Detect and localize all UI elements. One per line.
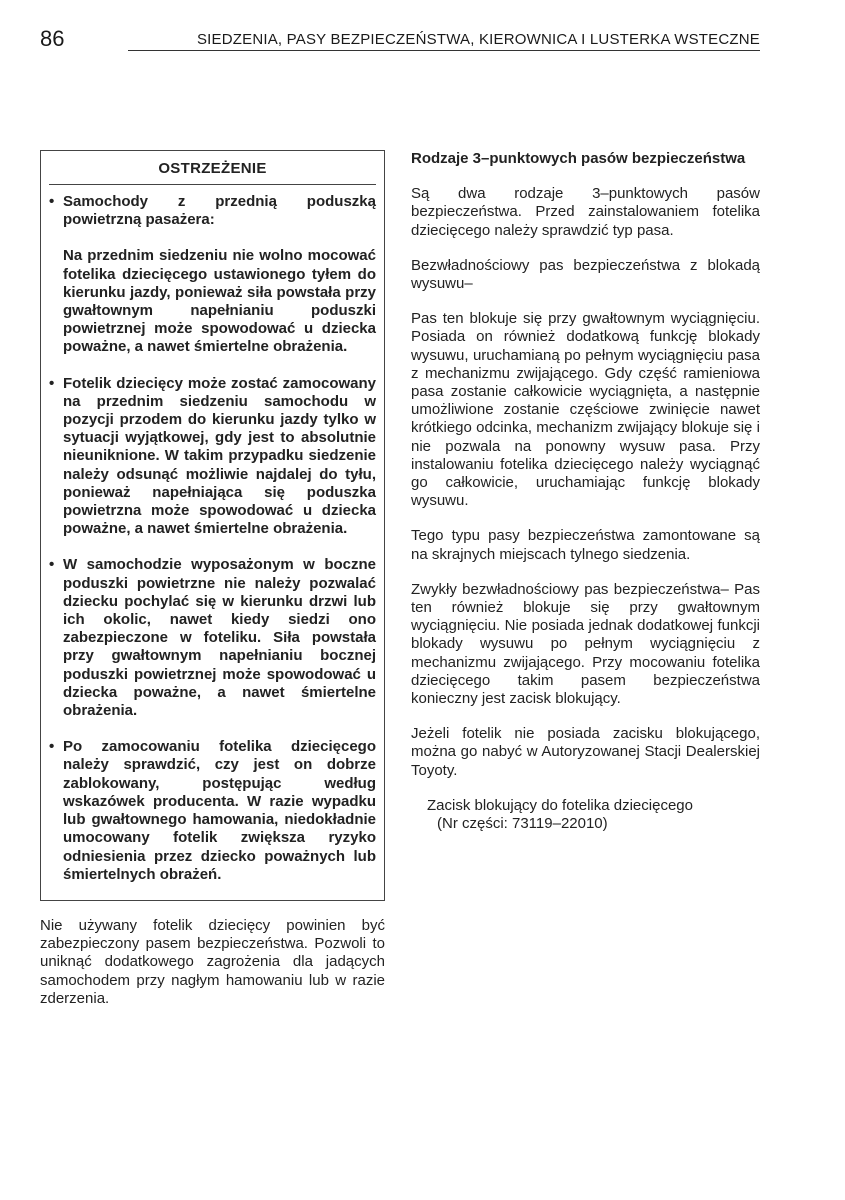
storage-note: Nie używany fotelik dziecięcy powinien być zabezpieczony pasem bezpieczeństwa. Pozwoli to uniknąć dodatkowego zagrożenia dla jadących samochodem przy nagłym hamowaniu lub w razie zderzenia. (40, 916, 385, 1007)
right-column (411, 150, 760, 833)
bullet: • (49, 193, 55, 210)
paragraph: Zwykły bezwładnościowy pas bezpieczeństwa– Pas ten również blokuje się przy gwałtownym wyciągnięciu. Nie posiada jednak dodatkowej funkcji blokady wysuwu po pełnym wyciągnięciu z mechanizmu zwijającego. Przy mocowaniu fotelika dziecięcego takim pasem bezpieczeństwa konieczny jest zacisk blokujący. (411, 580, 760, 708)
paragraph: Bezwładnościowy pas bezpieczeństwa z blokadą wysuwu– (411, 256, 760, 293)
warning-item-heading: Samochody z przednią poduszką powietrzną pasażera: (63, 193, 376, 229)
warning-item-text: Na przednim siedzeniu nie wolno mocować fotelika dziecięcego ustawionego tyłem do kierunku jazdy, ponieważ siła powstała przy gwałtownym napełnianiu poduszki powietrznej może spowodować u dziecka poważne, a nawet śmiertelne obrażenia. (63, 247, 376, 356)
paragraph: Jeżeli fotelik nie posiada zacisku blokującego, można go nabyć w Autoryzowanej Stacji Dealerskiej Toyoty. (411, 725, 760, 779)
warning-item (49, 193, 376, 357)
part-label: Zacisk blokujący do fotelika dziecięcego (427, 796, 693, 814)
warning-item (49, 375, 376, 539)
warning-item-text: Po zamocowaniu fotelika dziecięcego należy sprawdzić, czy jest on dobrze zablokowany, postępując według wskazówek producenta. W razie wypadku lub gwałtownego hamowania, niedokładnie umocowany fotelik zwiększa ryzyko odniesienia przez dziecko poważnych lub śmiertelnych obrażeń. (63, 738, 376, 883)
warning-item-text: Fotelik dziecięcy może zostać zamocowany na przednim siedzeniu samochodu w pozycji przodem do kierunku jazdy tylko w sytuacji wyjątkowej, gdy jest to absolutnie nieuniknione. W takim przypadku siedzenie należy odsunąć możliwie najdalej do tyłu, ponieważ napełniająca się poduszka powietrzna może spowodować u dziecka poważne, a nawet śmiertelne obrażenia. (63, 374, 376, 538)
warning-item (49, 738, 376, 884)
section-heading: Rodzaje 3–punktowych pasów bezpieczeństwa (411, 150, 746, 167)
bullet: • (49, 738, 55, 756)
warning-divider (49, 184, 376, 185)
paragraph: Tego typu pasy bezpieczeństwa zamontowane są na skrajnych miejscach tylnego siedzenia. (411, 527, 760, 563)
warning-title: OSTRZEŻENIE (158, 160, 267, 177)
header-rule (128, 50, 760, 51)
page-header (40, 26, 760, 52)
bullet: • (49, 556, 55, 574)
paragraph: Pas ten blokuje się przy gwałtownym wyciągnięciu. Posiada on również dodatkową funkcję blokady wysuwu, uruchamianą po pełnym wyciągnięciu pasa z mechanizmu zwijającego. Gdy część ramieniowa pasa zostanie całkowicie wyciągnięta, a następnie umożliwione zostanie częściowe zwinięcie nawet krótkiego odcinka, mechanizm zwijający blokuje się i nie pozwala na ponowny wysuw pasa. Przy instalowaniu fotelika dziecięcego należy wyciągnąć go całkowicie, uruchamiając funkcję blokady wysuwu. (411, 310, 760, 510)
part-number: (Nr części: 73119–22010) (437, 815, 608, 833)
part-info (427, 797, 760, 833)
running-title: SIEDZENIA, PASY BEZPIECZEŃSTWA, KIEROWNICA I LUSTERKA WSTECZNE (196, 31, 760, 48)
paragraph: Są dwa rodzaje 3–punktowych pasów bezpieczeństwa. Przed zainstalowaniem fotelika dziecięcego należy sprawdzić typ pasa. (411, 185, 760, 239)
left-column (40, 150, 385, 1008)
warning-item-text: W samochodzie wyposażonym w boczne poduszki powietrzne nie należy pozwalać dziecku pochylać się w kierunku drzwi lub ich okolic, nawet kiedy siedzi ono zabezpieczone w foteliku. Siła powstała przy gwałtownym napełnianiu bocznej poduszki powietrznej może spowodować u dziecka poważne, a nawet śmiertelne obrażenia. (63, 556, 376, 720)
bullet: • (49, 374, 55, 392)
warning-box (40, 150, 385, 901)
warning-item (49, 556, 376, 720)
page-number: 86 (40, 26, 65, 51)
